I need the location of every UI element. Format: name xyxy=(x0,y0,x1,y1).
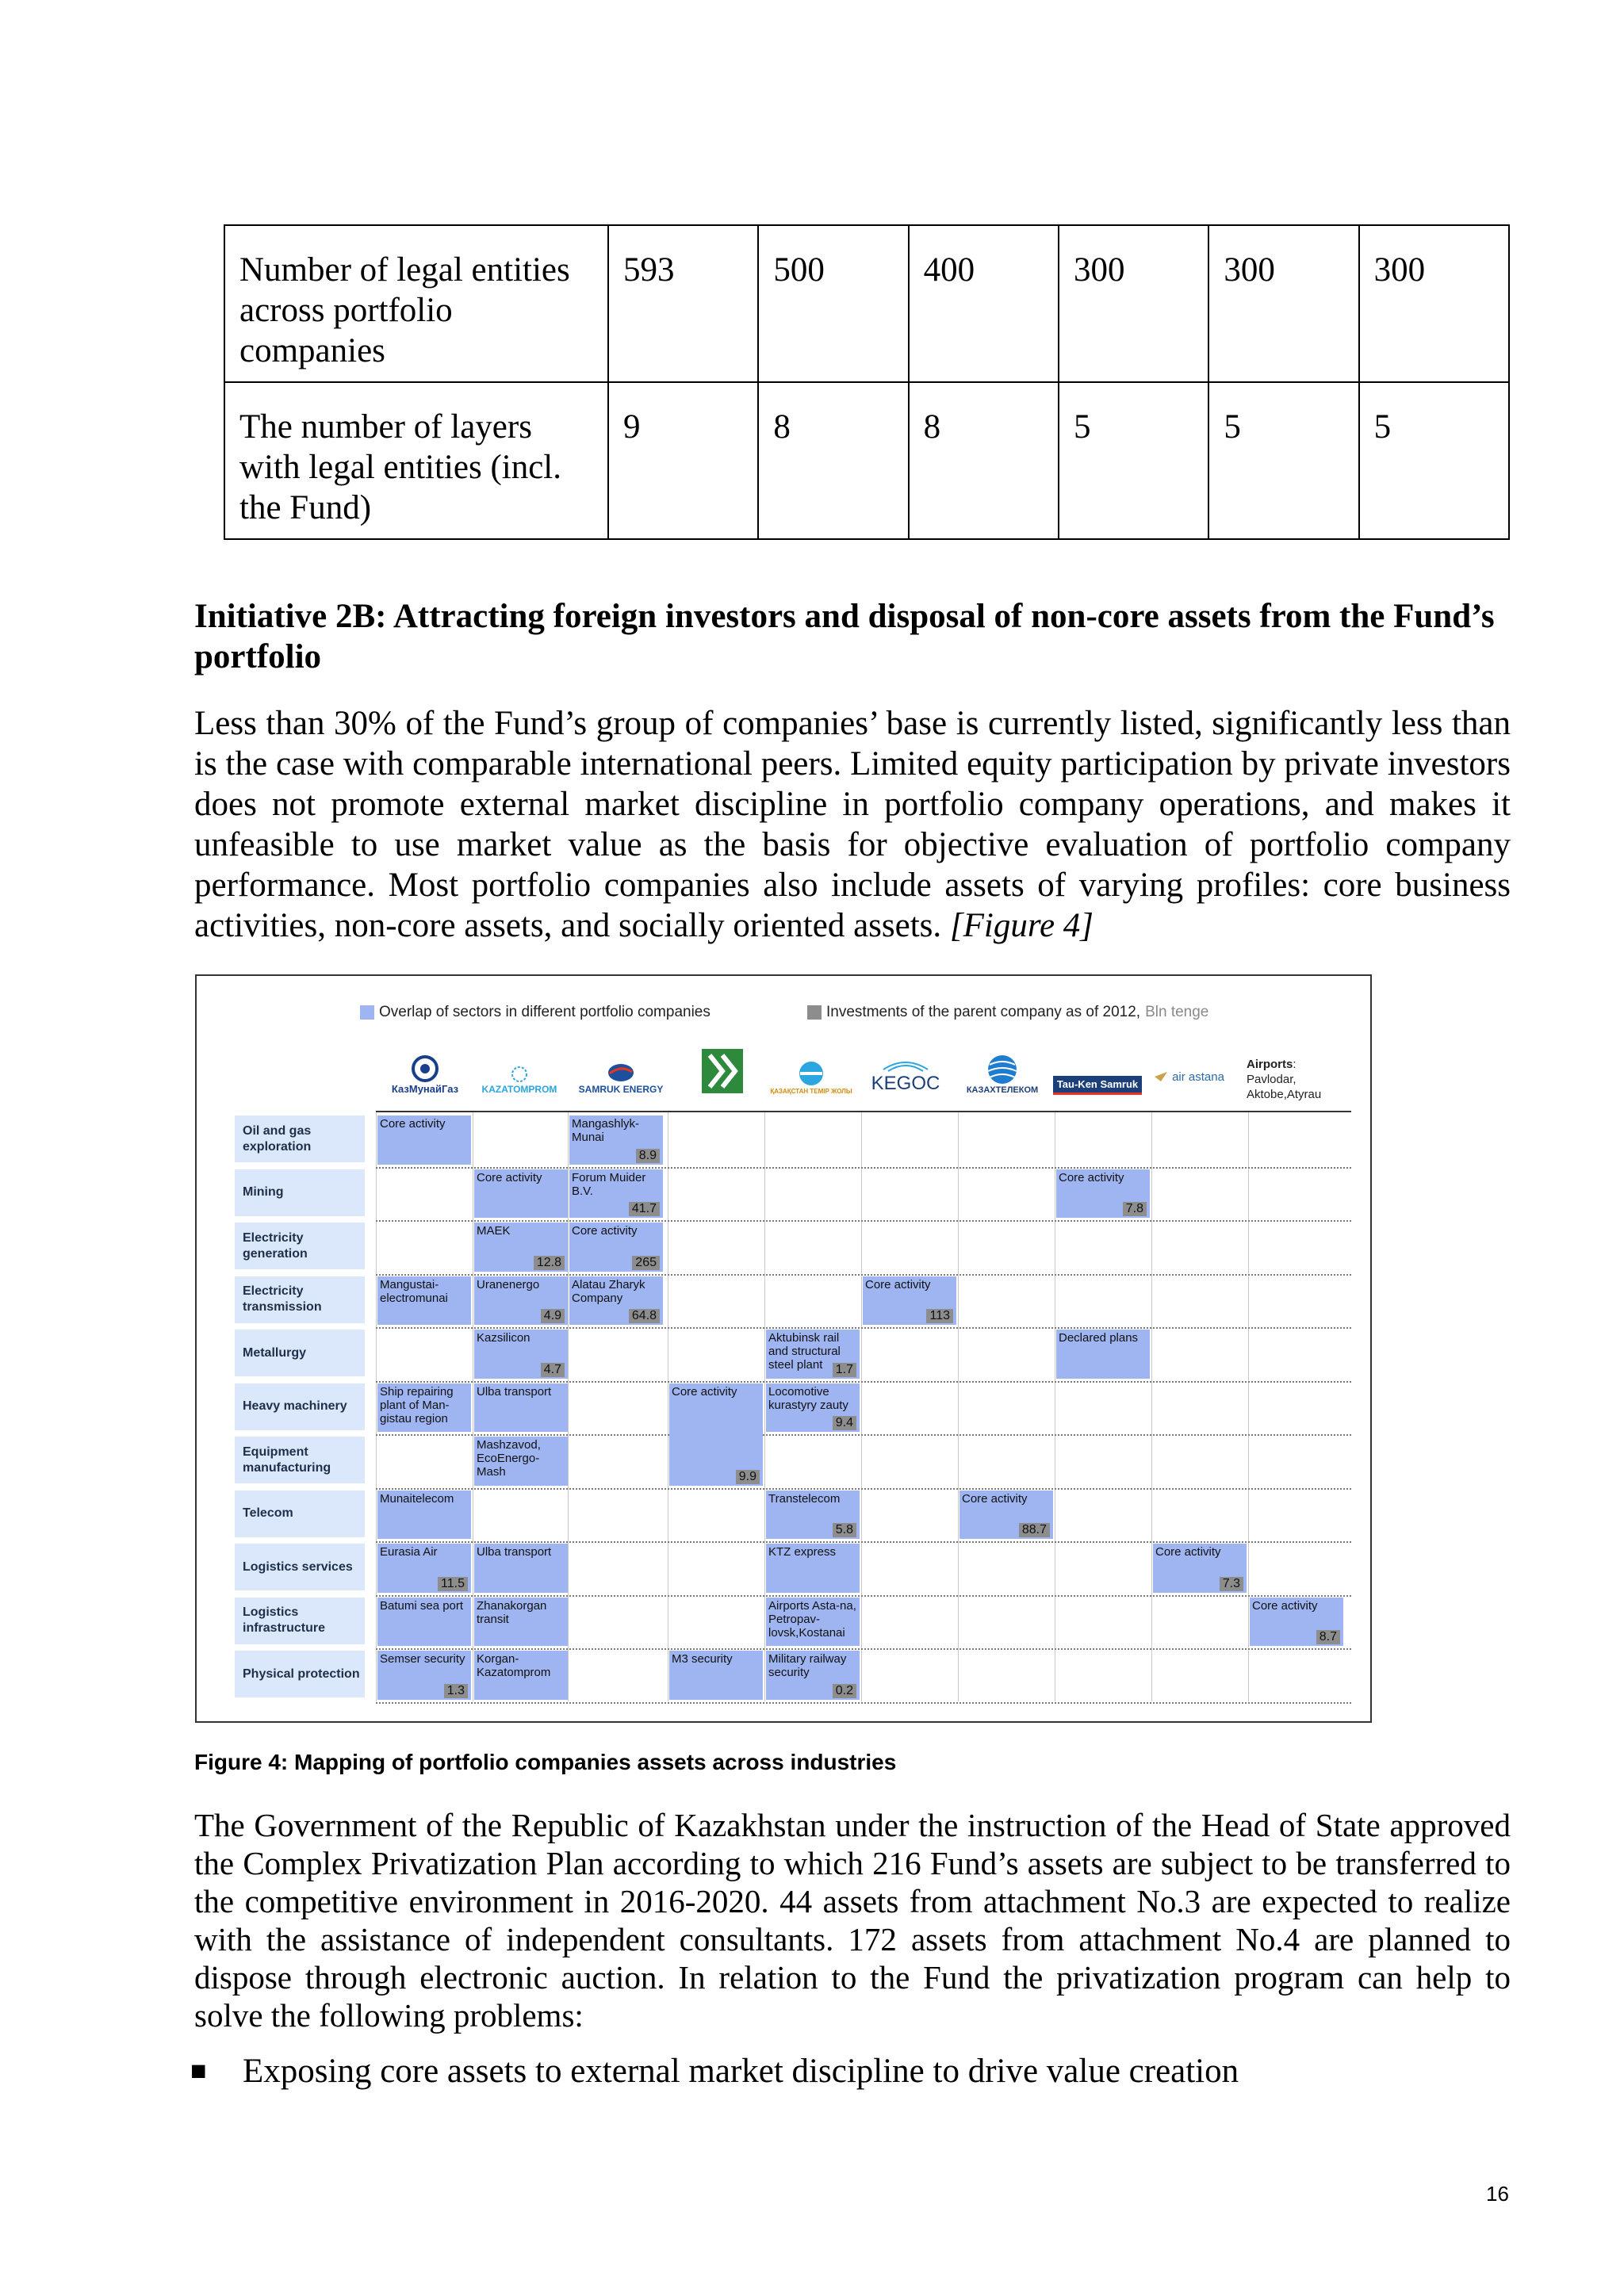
cell-label: Core activity xyxy=(572,1224,638,1238)
cell-label: Eurasia Air xyxy=(380,1545,438,1559)
legend-swatch-blue xyxy=(360,1005,374,1020)
column-separator xyxy=(376,1112,377,1701)
matrix-cell xyxy=(669,1651,763,1700)
matrix-cell xyxy=(377,1383,471,1433)
matrix-cell xyxy=(669,1383,763,1486)
cell-label: KTZ express xyxy=(768,1545,837,1559)
column-separator xyxy=(764,1112,765,1701)
investment-value: 8.7 xyxy=(1316,1630,1340,1644)
legend-label: Investments of the parent company as of 2012, xyxy=(826,1004,1141,1020)
airports-label: Airports: Pavlodar, Aktobe,Atyrau xyxy=(1247,1058,1322,1101)
legend-unit: Bln tenge xyxy=(1145,1004,1209,1020)
investment-value: 265 xyxy=(632,1256,660,1270)
matrix-cell xyxy=(1056,1169,1150,1219)
cell-label: Core activity xyxy=(962,1491,1028,1506)
cell-label: Forum Muider B.V. xyxy=(572,1170,646,1198)
table-cell: 8 xyxy=(909,382,1059,539)
investment-value: 11.5 xyxy=(438,1577,468,1591)
investment-value: 7.3 xyxy=(1220,1577,1243,1591)
row-label: Metallurgy xyxy=(235,1330,365,1377)
kaztelecom-logo: КАЗАХТЕЛЕКОМ xyxy=(955,1047,1050,1095)
air-astana-wing-icon xyxy=(1153,1070,1169,1083)
matrix-cell xyxy=(474,1544,568,1593)
row-label: Logistics infrastructure xyxy=(235,1598,365,1645)
investment-value: 1.3 xyxy=(444,1684,468,1698)
row-divider xyxy=(376,1167,1351,1169)
cell-label: Uranenergo xyxy=(477,1277,540,1292)
investment-value: 64.8 xyxy=(629,1309,660,1323)
kaztelecom-globe-icon xyxy=(985,1054,1020,1085)
row-label: Physical protection xyxy=(235,1651,365,1698)
investment-value: 5.8 xyxy=(833,1523,856,1537)
matrix-cell xyxy=(959,1490,1053,1540)
matrix-cell xyxy=(474,1437,568,1486)
table-cell: 8 xyxy=(758,382,908,539)
investment-value: 9.4 xyxy=(833,1416,856,1430)
cell-label: Core activity xyxy=(672,1384,737,1399)
table-cell: 9 xyxy=(608,382,758,539)
table-row-label: The number of layers with legal entities (incl. the Fund) xyxy=(224,382,608,539)
cell-label: Transtelecom xyxy=(768,1491,841,1506)
matrix-cell xyxy=(766,1383,860,1433)
row-divider xyxy=(376,1327,1351,1329)
column-separator xyxy=(958,1112,959,1701)
matrix-cell xyxy=(474,1169,568,1219)
cell-label: Kazsilicon xyxy=(477,1331,530,1345)
row-divider xyxy=(376,1434,1351,1436)
ktz-rail-icon xyxy=(700,1047,745,1095)
matrix-cell xyxy=(1056,1330,1150,1379)
kazatomprom-logo: KAZATOMPROM xyxy=(476,1047,563,1095)
matrix-cell xyxy=(377,1544,471,1593)
investment-value: 1.7 xyxy=(833,1363,856,1377)
cell-label: Core activity xyxy=(1059,1170,1124,1184)
table-row xyxy=(224,382,1509,539)
matrix-cell xyxy=(377,1276,471,1326)
investment-value: 4.7 xyxy=(541,1363,565,1377)
column-separator xyxy=(1248,1112,1249,1701)
cell-label: Korgan-Kazatomprom xyxy=(477,1652,551,1679)
investment-value: 0.2 xyxy=(833,1684,856,1698)
samruk-bird-icon xyxy=(607,1062,635,1084)
cell-label: Locomotive kurastyry zauty xyxy=(768,1384,848,1412)
page-number: 16 xyxy=(1486,2182,1509,2206)
matrix-cell xyxy=(474,1276,568,1326)
kmg-logo: КазМунайГаз xyxy=(377,1047,473,1095)
cell-label: Semser security xyxy=(380,1652,465,1666)
cell-label: Munaitelecom xyxy=(380,1491,454,1506)
row-label: Logistics services xyxy=(235,1544,365,1591)
row-label: Telecom xyxy=(235,1490,365,1538)
matrix-cell xyxy=(1250,1598,1343,1647)
matrix-cell xyxy=(474,1330,568,1379)
cell-label: MAEK xyxy=(477,1224,511,1238)
legend-label: Overlap of sectors in different portfolio companies xyxy=(379,1004,710,1020)
table-row xyxy=(224,225,1509,382)
cell-label: Aktubinsk rail and structural steel plant xyxy=(768,1331,841,1372)
cell-label: Declared plans xyxy=(1059,1331,1139,1345)
cell-label: Core activity xyxy=(1252,1598,1318,1613)
row-label: Electricity transmission xyxy=(235,1276,365,1324)
matrix-cell xyxy=(474,1651,568,1700)
matrix-cell xyxy=(569,1169,663,1219)
air-astana-logo: air astana xyxy=(1145,1065,1232,1089)
row-divider xyxy=(376,1274,1351,1276)
cell-label: M3 security xyxy=(672,1652,733,1666)
row-label: Oil and gas exploration xyxy=(235,1115,365,1163)
matrix-cell xyxy=(377,1651,471,1700)
table-cell: 400 xyxy=(909,225,1059,382)
row-divider xyxy=(376,1648,1351,1650)
bullet-mark: ■ xyxy=(190,2057,207,2086)
matrix-cell xyxy=(474,1383,568,1433)
matrix-cell xyxy=(766,1544,860,1593)
table-cell: 300 xyxy=(1359,225,1509,382)
investment-value: 41.7 xyxy=(629,1202,660,1216)
matrix-cell xyxy=(377,1490,471,1540)
bullet-text: Exposing core assets to external market discipline to drive value creation xyxy=(243,2053,1239,2090)
column-separator xyxy=(861,1112,862,1701)
matrix-cell xyxy=(474,1598,568,1647)
cell-label: Core activity xyxy=(477,1170,542,1184)
row-divider xyxy=(376,1488,1351,1490)
kazakhstan-railways-icon xyxy=(795,1059,827,1088)
investment-value: 7.8 xyxy=(1123,1202,1147,1216)
row-divider xyxy=(376,1220,1351,1222)
intro-paragraph xyxy=(194,703,1511,946)
table-cell: 300 xyxy=(1208,225,1358,382)
table-row-label: Number of legal entities across portfolio companies xyxy=(224,225,608,382)
matrix-cell xyxy=(766,1330,860,1379)
table-cell: 593 xyxy=(608,225,758,382)
row-divider xyxy=(376,1595,1351,1597)
cell-label: Core activity xyxy=(1155,1545,1221,1559)
matrix-cell xyxy=(569,1115,663,1165)
kmg-emblem-icon xyxy=(409,1054,441,1083)
cell-label: Ulba transport xyxy=(477,1384,552,1399)
matrix-cell xyxy=(377,1115,471,1165)
kegoc-lines-icon xyxy=(882,1055,929,1073)
comparison-table xyxy=(224,224,1510,540)
cell-label: Core activity xyxy=(380,1117,446,1131)
taukensamruk-logo: Tau-Ken Samruk xyxy=(1050,1047,1145,1095)
cell-label: Ship repairing plant of Man-gistau region xyxy=(380,1384,454,1425)
matrix-cell xyxy=(766,1490,860,1540)
figure-caption: Figure 4: Mapping of portfolio companies assets across industries xyxy=(194,1750,897,1774)
row-divider xyxy=(376,1381,1351,1383)
investment-value: 9.9 xyxy=(736,1470,760,1484)
row-divider xyxy=(376,1541,1351,1543)
kegoc-logo: KEGOC xyxy=(858,1047,953,1095)
column-separator xyxy=(568,1112,569,1701)
investment-value: 8.9 xyxy=(636,1149,660,1163)
table-cell: 500 xyxy=(758,225,908,382)
atom-icon xyxy=(508,1065,531,1084)
row-label: Electricity generation xyxy=(235,1223,365,1270)
row-label: Heavy machinery xyxy=(235,1383,365,1431)
samruk-energy-logo: SAMRUK ENERGY xyxy=(577,1047,665,1095)
investment-value: 12.8 xyxy=(534,1256,565,1270)
legend-overlap xyxy=(360,1004,710,1021)
section-heading: Initiative 2B: Attracting foreign investors and disposal of non-core assets from the Fund’s portfolio xyxy=(194,598,1495,675)
matrix-cell xyxy=(377,1598,471,1647)
legend-investments xyxy=(807,1004,1208,1021)
cell-label: Ulba transport xyxy=(477,1545,552,1559)
matrix-cell xyxy=(1153,1544,1247,1593)
cell-label: Mangashlyk-Munai xyxy=(572,1117,640,1144)
investment-value: 4.9 xyxy=(541,1309,565,1323)
row-label: Equipment manufacturing xyxy=(235,1437,365,1484)
cell-label: Batumi sea port xyxy=(380,1598,464,1613)
table-cell: 5 xyxy=(1059,382,1208,539)
matrix-cell xyxy=(474,1223,568,1272)
row-divider xyxy=(376,1702,1351,1704)
matrix-cell xyxy=(863,1276,956,1326)
cell-label: Alatau Zharyk Company xyxy=(572,1277,645,1305)
cell-label: Zhanakorgan transit xyxy=(477,1598,547,1626)
figure-reference: [Figure 4] xyxy=(949,907,1094,944)
column-separator xyxy=(1151,1112,1152,1701)
cell-label: Mashzavod, EcoEnergo-Mash xyxy=(477,1438,541,1479)
cell-label: Mangustai-electromunai xyxy=(380,1277,448,1305)
table-cell: 5 xyxy=(1359,382,1509,539)
bullet-item xyxy=(190,2051,1239,2091)
row-label: Mining xyxy=(235,1169,365,1217)
investment-value: 113 xyxy=(926,1309,953,1323)
privatization-paragraph: The Government of the Republic of Kazakhstan under the instruction of the Head of State approved the Complex Privatization Plan according to which 216 Fund’s assets are subject to be transferred to the competitive environment in 2016-2020. 44 assets from attachment No.3 are expected to realize with the assistance of independent consultants. 172 assets from attachment No.4 are planned to dispose through electronic auction. In relation to the Fund the privatization program can help to solve the following problems: xyxy=(194,1807,1511,2034)
ktz-logo xyxy=(679,1047,766,1095)
paragraph-text: Less than 30% of the Fund’s group of companies’ base is currently listed, significantly less than is the case with comparable international peers. Limited equity participation by private investors does not promote external market discipline in portfolio company operations, and makes it unfeasible to use market value as the basis for objective evaluation of portfolio company performance. Most portfolio companies also include assets of varying profiles: core business activities, non-core assets, and socially oriented assets. xyxy=(194,705,1511,944)
legend-swatch-grey xyxy=(807,1005,822,1020)
figure-4-matrix xyxy=(195,974,1372,1723)
matrix-cell xyxy=(569,1223,663,1272)
investment-value: 88.7 xyxy=(1019,1523,1050,1537)
cell-label: Core activity xyxy=(865,1277,931,1292)
matrix-cell xyxy=(569,1276,663,1326)
cell-label: Airports Asta-na, Petropav-lovsk,Kostanai xyxy=(768,1598,856,1640)
kazakhstan-railways-logo: ҚАЗАҚСТАН ТЕМІР ЖОЛЫ xyxy=(768,1047,855,1095)
cell-label: Military railway security xyxy=(768,1652,847,1679)
matrix-cell xyxy=(766,1651,860,1700)
matrix-cell xyxy=(766,1598,860,1647)
table-cell: 300 xyxy=(1059,225,1208,382)
header-divider xyxy=(376,1111,1351,1112)
table-cell: 5 xyxy=(1208,382,1358,539)
